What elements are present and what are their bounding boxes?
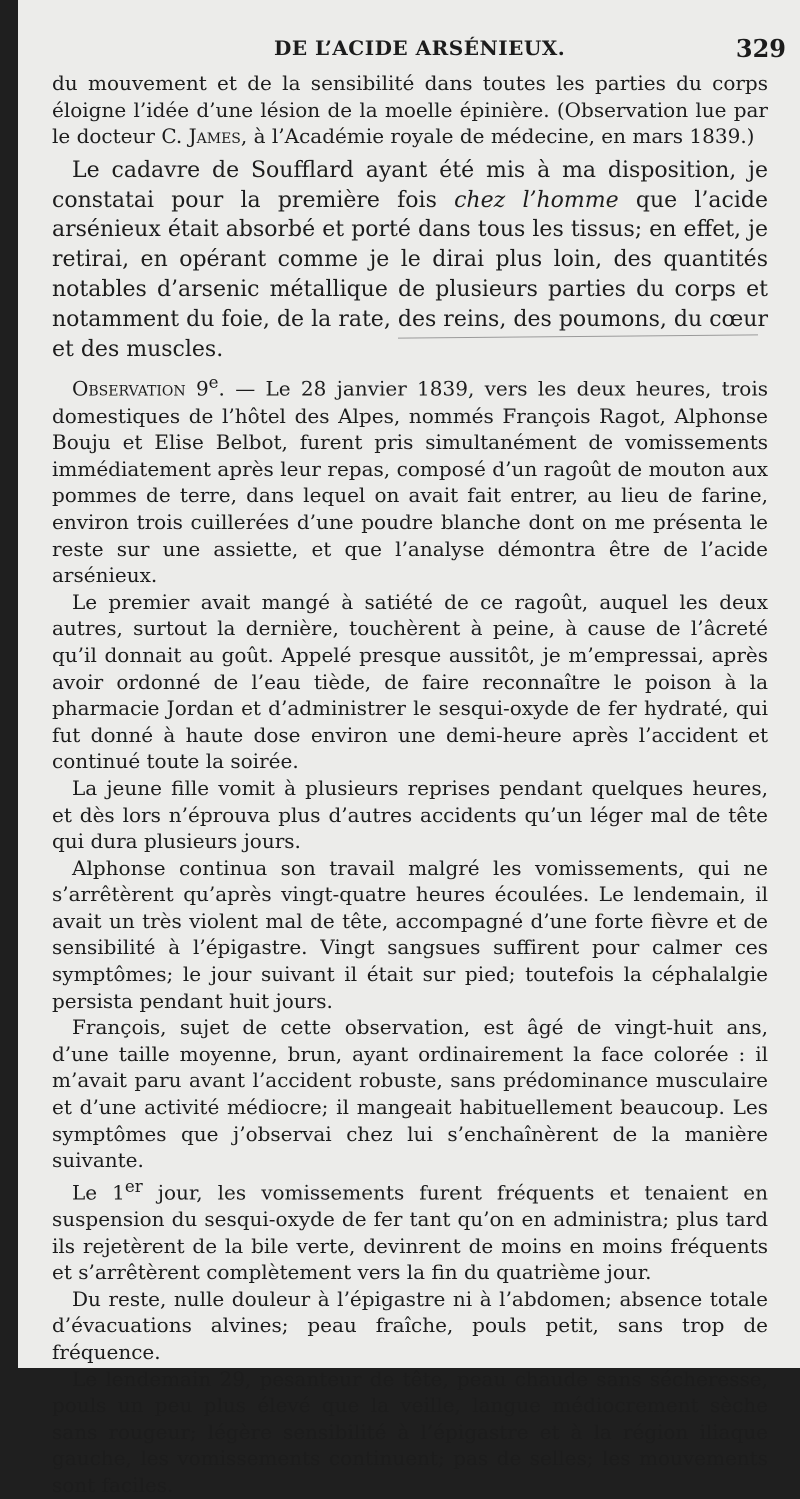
- paragraph-7: François, sujet de cette observation, est âgé de vingt-huit ans, d’une taille moyenne, brun, ayant ordinairement la face colorée : il m’avait paru avant l’accident robuste, sans prédominance musculaire et d’une activité médiocre; il mangeait habituellement beaucoup. Les symptômes que j’observai chez lui s’enchaînèrent de la manière suivante.: [52, 1015, 768, 1173]
- paragraph-4: Le premier avait mangé à satiété de ce ragoût, auquel les deux autres, surtout la dernière, touchèrent à peine, à cause de l’âcreté qu’il donnait au goût. Appelé presque aussitôt, je m’empressai, après avoir ordonné de l’eau tiède, de faire reconnaître le poison à la pharmacie Jordan et d’administrer le sesqui-oxyde de fer hydraté, qui fut donné à haute dose environ une demi-heure après l’accident et continué toute la soirée.: [52, 589, 768, 774]
- observation-label: Observation 9: [72, 377, 209, 402]
- page-header: [18, 36, 800, 66]
- paragraph-8-start: Le 1: [72, 1180, 125, 1205]
- body-text: [52, 70, 768, 1499]
- paragraph-8: [52, 1174, 768, 1286]
- paragraph-1: [52, 70, 768, 150]
- paragraph-1-tail: , à l’Académie royale de médecine, en mars 1839.): [240, 124, 755, 149]
- paragraph-6: Alphonse continua son travail malgré les vomissements, qui ne s’arrêtèrent qu’après vingt-quatre heures écoulées. Le lendemain, il avait un très violent mal de tête, accompagné d’une forte fièvre et de sensibilité à l’épigastre. Vingt sangsues suffirent pour calmer ces symptômes; le jour suivant il était sur pied; toutefois la céphalalgie persista pendant huit jours.: [52, 855, 768, 1013]
- author-name: C. James: [161, 124, 241, 149]
- paragraph-9: Du reste, nulle douleur à l’épigastre ni à l’abdomen; absence totale d’évacuations alvines; peau fraîche, pouls petit, sans trop de fréquence.: [52, 1286, 768, 1365]
- observation-superscript: e: [208, 373, 219, 393]
- paragraph-5: La jeune fille vomit à plusieurs reprises pendant quelques heures, et dès lors n’éprouva plus d’autres accidents qu’un léger mal de tête qui dura plusieurs jours.: [52, 775, 768, 854]
- running-title: DE L’ACIDE ARSÉNIEUX.: [274, 36, 566, 60]
- paragraph-10: Le lendemain 29, pesanteur de tête, peau chaude sans sécheresse, pouls un peu plus élevé que la veille, langue médiocrement sèche sans rougeur; légère sensibilité à l’épigastre et à la région iliaque gauche, les vomissements continuent; pas de selles; les mouvements sont faciles.: [52, 1366, 768, 1498]
- paragraph-2: [52, 156, 768, 365]
- page-number: 329: [735, 34, 786, 63]
- paragraph-2-after: que l’acide arsénieux était absorbé et porté dans tous les tissus; en effet, je retirai, en opérant comme je le dirai plus loin, des quantités notables d’arsenic métallique de plusieurs parties du corps et notamment du foie, de la rate, des reins, des poumons, du cœur et des muscles.: [52, 187, 768, 362]
- paragraph-1-text: du mouvement et de la sensibilité dans toutes les parties du corps éloigne l’idée d’une lésion de la moelle épinière. (Observation lue par le docteur: [52, 71, 768, 149]
- paragraph-8-text: jour, les vomissements furent fréquents et tenaient en suspension du sesqui-oxyde de fer tant qu’on en administra; plus tard ils rejetèrent de la bile verte, devinrent de moins en moins fréquents et s’arrêtèrent complètement vers la fin du quatrième jour.: [52, 1180, 768, 1285]
- emphasis-text: chez l’homme: [454, 187, 619, 213]
- paragraph-2-before: Le cadavre de Soufflard ayant été mis à ma disposition, je constatai pour la première fois: [52, 157, 768, 213]
- paragraph-3: [52, 370, 768, 588]
- book-page: [18, 0, 800, 1498]
- ordinal-superscript: er: [124, 1176, 143, 1196]
- paragraph-3-text: . — Le 28 janvier 1839, vers les deux heures, trois domestiques de l’hôtel des Alpes, nommés François Ragot, Alphonse Bouju et Elise Belbot, furent pris simultanément de vomissements immédiatement après leur repas, composé d’un ragoût de mouton aux pommes de terre, dans lequel on avait fait entrer, au lieu de farine, environ trois cuillerées d’une poudre blanche dont on me présenta le reste sur une assiette, et que l’analyse démontra être de l’acide arsénieux.: [52, 377, 768, 588]
